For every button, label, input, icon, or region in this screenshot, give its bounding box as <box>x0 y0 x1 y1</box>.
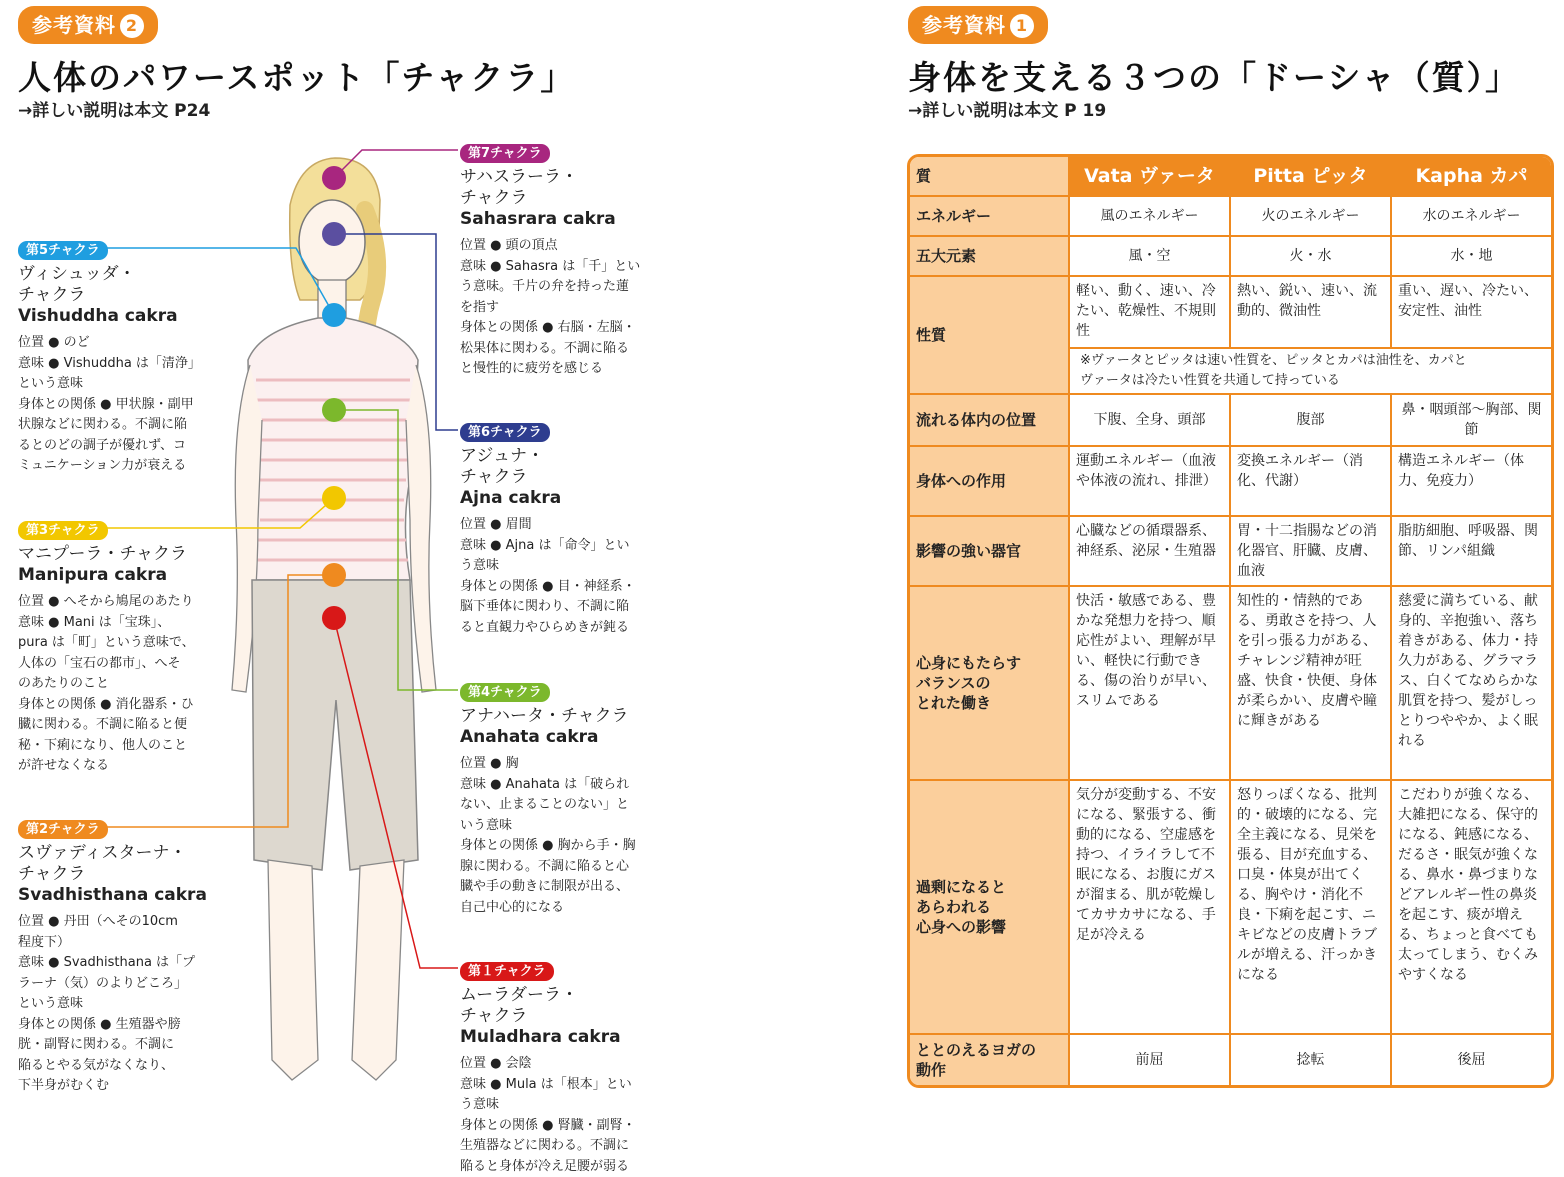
cell-vata: 心臓などの循環器系、神経系、泌尿・生殖器 <box>1070 517 1231 587</box>
chakra-block-5 <box>18 239 228 477</box>
chakra-tag-3: 第3チャクラ <box>18 521 108 540</box>
chakra-block-4 <box>460 681 670 918</box>
cell-pitta: 胃・十二指腸などの消化器官、肝臓、皮膚、血液 <box>1231 517 1392 587</box>
chakra-desc-6: 位置 ● 眉間 意味 ● Ajna は「命令」とい う意味 身体との関係 ● 目・神経系・ 脳下垂体に関わり、不調に陥 ると直観力やひらめきが鈍る <box>460 517 636 635</box>
chakra-jname-3: マニプーラ・チャクラ <box>18 544 187 564</box>
chakra-ename-5: Vishuddha cakra <box>18 306 178 326</box>
cell-pitta: 火のエネルギー <box>1231 197 1392 237</box>
cell-kapha: こだわりが強くなる、大雑把になる、保守的になる、鈍感になる、だるさ・眠気が強くなる、鼻水・鼻づまりなどアレルギー性の鼻炎を起こす、痰が増える、ちょっと食べても太ってしまう、むくみやすくなる <box>1392 781 1551 1035</box>
header-pitta: Pitta ピッタ <box>1231 157 1392 197</box>
page-subtitle-chakra: →詳しい説明は本文 P24 <box>18 101 211 121</box>
chakra-tag-5: 第5チャクラ <box>18 241 108 260</box>
row-label: 過剰になると あらわれる 心身への影響 <box>910 781 1070 1035</box>
chakra-jname-4: アナハータ・チャクラ <box>460 706 629 726</box>
chakra-block-1 <box>460 960 670 1177</box>
row-label: 心身にもたらす バランスの とれた働き <box>910 587 1070 781</box>
left-leg-shape <box>268 860 318 1080</box>
chakra-tag-2: 第2チャクラ <box>18 820 108 839</box>
page-subtitle-dosha: →詳しい説明は本文 P 19 <box>908 101 1107 121</box>
cell-kapha: 脂肪細胞、呼吸器、関節、リンパ組織 <box>1392 517 1551 587</box>
cell-vata: 気分が変動する、不安になる、緊張する、衝動的になる、空虚感を持つ、イライラして不眠になる、お腹にガスが溜まる、肌が乾燥してカサカサになる、手足が冷える <box>1070 781 1231 1035</box>
header-quality: 質 <box>910 157 1070 197</box>
badge-text: 参考資料 <box>922 13 1006 37</box>
cell-kapha: 水・地 <box>1392 237 1551 277</box>
cell-vata: 軽い、動く、速い、冷たい、乾燥性、不規則性 <box>1070 277 1231 349</box>
table-row-location <box>910 395 1551 447</box>
table-row-quality <box>910 277 1551 349</box>
dosha-table <box>907 154 1554 1088</box>
chakra-ename-2: Svadhisthana cakra <box>18 885 207 905</box>
row-label: エネルギー <box>910 197 1070 237</box>
cell-pitta: 知性的・情熱的である、勇敢さを持つ、人を引っ張る力がある、チャレンジ精神が旺盛、快食・快便、身体が柔らかい、皮膚や瞳に輝きがある <box>1231 587 1392 781</box>
row-label: 五大元素 <box>910 237 1070 277</box>
cell-vata: 風のエネルギー <box>1070 197 1231 237</box>
chakra-desc-5: 位置 ● のど 意味 ● Vishuddha は「清浄」 という意味 身体との関係 ● 甲状腺・副甲 状腺などに関わる。不調に陥 るとのどの調子が優れず、コ ミュニケーション力が衰える <box>18 335 201 473</box>
row-label: 流れる体内の位置 <box>910 395 1070 447</box>
cell-vata: 風・空 <box>1070 237 1231 277</box>
chakra-block-3 <box>18 519 228 777</box>
chakra-tag-6: 第6チャクラ <box>460 423 550 442</box>
table-row-yoga <box>910 1035 1551 1085</box>
chakra-desc-3: 位置 ● へそから鳩尾のあたり 意味 ● Mani は「宝珠」、 pura は「町」という意味で、 人体の「宝石の都市」、へそ のあたりのこと 身体との関係 ● 消化器系・ひ 臓に関わる。不調に陥ると便 秘・下痢になり、他人のこと が許せなくなる <box>18 594 195 773</box>
cell-vata: 快活・敏感である、豊かな発想力を持つ、順応性がよい、理解が早い、軽快に行動できる、傷の治りが早い、スリムである <box>1070 587 1231 781</box>
cell-pitta: 腹部 <box>1231 395 1392 447</box>
cell-kapha: 重い、遅い、冷たい、安定性、油性 <box>1392 277 1551 349</box>
chakra-jname-2: スヴァディスターナ・ チャクラ <box>18 843 187 884</box>
table-row-excess <box>910 781 1551 1035</box>
chakra-jname-5: ヴィシュッダ・ チャクラ <box>18 264 136 305</box>
cell-pitta: 捻転 <box>1231 1035 1392 1085</box>
cell-pitta: 変換エネルギー（消化、代謝） <box>1231 447 1392 517</box>
header-vata: Vata ヴァータ <box>1070 157 1231 197</box>
cell-pitta: 怒りっぽくなる、批判的・破壊的になる、完全主義になる、見栄を張る、目が充血する、口臭・体臭が出てくる、胸やけ・消化不良・下痢を起こす、ニキビなどの皮膚トラブルが増える、汗っかきになる <box>1231 781 1392 1035</box>
table-row-balanced <box>910 587 1551 781</box>
quality-note: ※ヴァータとピッタは速い性質を、ピッタとカパは油性を、カパと ヴァータは冷たい性質を共通して持っている <box>1070 349 1551 395</box>
chakra-tag-7: 第7チャクラ <box>460 144 550 163</box>
row-label: ととのえるヨガの 動作 <box>910 1035 1070 1085</box>
badge-number: 1 <box>1010 14 1034 38</box>
cell-kapha: 慈愛に満ちている、献身的、辛抱強い、落ち着きがある、体力・持久力がある、グラマラス、白くてなめらかな肌質を持つ、髪がしっとりつややか、よく眠れる <box>1392 587 1551 781</box>
chakra-dot-7 <box>322 166 346 190</box>
chakra-ename-4: Anahata cakra <box>460 727 599 747</box>
cell-pitta: 熱い、鋭い、速い、流動的、微油性 <box>1231 277 1392 349</box>
chakra-jname-6: アジュナ・ チャクラ <box>460 446 544 487</box>
chakra-ename-3: Manipura cakra <box>18 565 168 585</box>
cell-vata: 下腹、全身、頭部 <box>1070 395 1231 447</box>
badge-text: 参考資料 <box>32 13 116 37</box>
chakra-ename-6: Ajna cakra <box>460 488 562 508</box>
row-label: 影響の強い器官 <box>910 517 1070 587</box>
chakra-jname-1: ムーラダーラ・ チャクラ <box>460 985 578 1026</box>
reference-badge-1 <box>908 6 1048 44</box>
header-kapha: Kapha カパ <box>1392 157 1551 197</box>
cell-vata: 運動エネルギー（血液や体液の流れ、排泄） <box>1070 447 1231 517</box>
chakra-dot-4 <box>322 398 346 422</box>
badge-number: 2 <box>120 14 144 38</box>
chakra-tag-4: 第4チャクラ <box>460 683 550 702</box>
chakra-block-6 <box>460 421 670 638</box>
chakra-block-2 <box>18 818 228 1097</box>
cell-kapha: 水のエネルギー <box>1392 197 1551 237</box>
chakra-jname-7: サハスラーラ・ チャクラ <box>460 167 578 208</box>
chakra-dot-3 <box>322 486 346 510</box>
cell-kapha: 構造エネルギー（体力、免疫力） <box>1392 447 1551 517</box>
chakra-dot-5 <box>322 303 346 327</box>
cell-pitta: 火・水 <box>1231 237 1392 277</box>
chakra-dot-1 <box>322 606 346 630</box>
cell-vata: 前屈 <box>1070 1035 1231 1085</box>
row-label: 身体への作用 <box>910 447 1070 517</box>
chakra-tag-1: 第１チャクラ <box>460 962 554 981</box>
chakra-dot-2 <box>322 563 346 587</box>
page-title-chakra: 人体のパワースポット「チャクラ」 <box>18 58 576 97</box>
table-row-energy <box>910 197 1551 237</box>
page-title-dosha: 身体を支える３つの「ドーシャ（質）」 <box>908 58 1521 97</box>
chakra-desc-7: 位置 ● 頭の頂点 意味 ● Sahasra は「千」とい う意味。千片の弁を持った蓮 を指す 身体との関係 ● 右脳・左脳・ 松果体に関わる。不調に陥る と慢性的に疲労を感じる <box>460 238 641 376</box>
chakra-dot-6 <box>322 222 346 246</box>
chakra-block-7 <box>460 142 670 380</box>
cell-kapha: 鼻・咽頭部〜胸部、関節 <box>1392 395 1551 447</box>
chakra-ename-1: Muladhara cakra <box>460 1027 621 1047</box>
row-label: 性質 <box>910 277 1070 395</box>
cell-kapha: 後屈 <box>1457 1052 1486 1068</box>
chakra-ename-7: Sahasrara cakra <box>460 209 616 229</box>
right-leg-shape <box>352 860 404 1080</box>
chakra-desc-4: 位置 ● 胸 意味 ● Anahata は「破られ ない、止まることのない」と いう意味 身体との関係 ● 胸から手・胸 腺に関わる。不調に陥ると心 臓や手の動きに制限が出る、 自己中心的になる <box>460 756 636 915</box>
chakra-desc-2: 位置 ● 丹田（へその10cm 程度下） 意味 ● Svadhisthana は「プ ラーナ（気）のよりどころ」 という意味 身体との関係 ● 生殖器や膀 胱・副腎に関わる。不調に 陥るとやる気がなくなり、 下半身がむくむ <box>18 914 196 1093</box>
chakra-desc-1: 位置 ● 会陰 意味 ● Mula は「根本」とい う意味 身体との関係 ● 腎臓・副腎・ 生殖器などに関わる。不調に 陥ると身体が冷え足腰が弱る <box>460 1056 636 1174</box>
table-header-row <box>910 157 1551 197</box>
table-row-action <box>910 447 1551 517</box>
table-row-elements <box>910 237 1551 277</box>
table-row-organs <box>910 517 1551 587</box>
